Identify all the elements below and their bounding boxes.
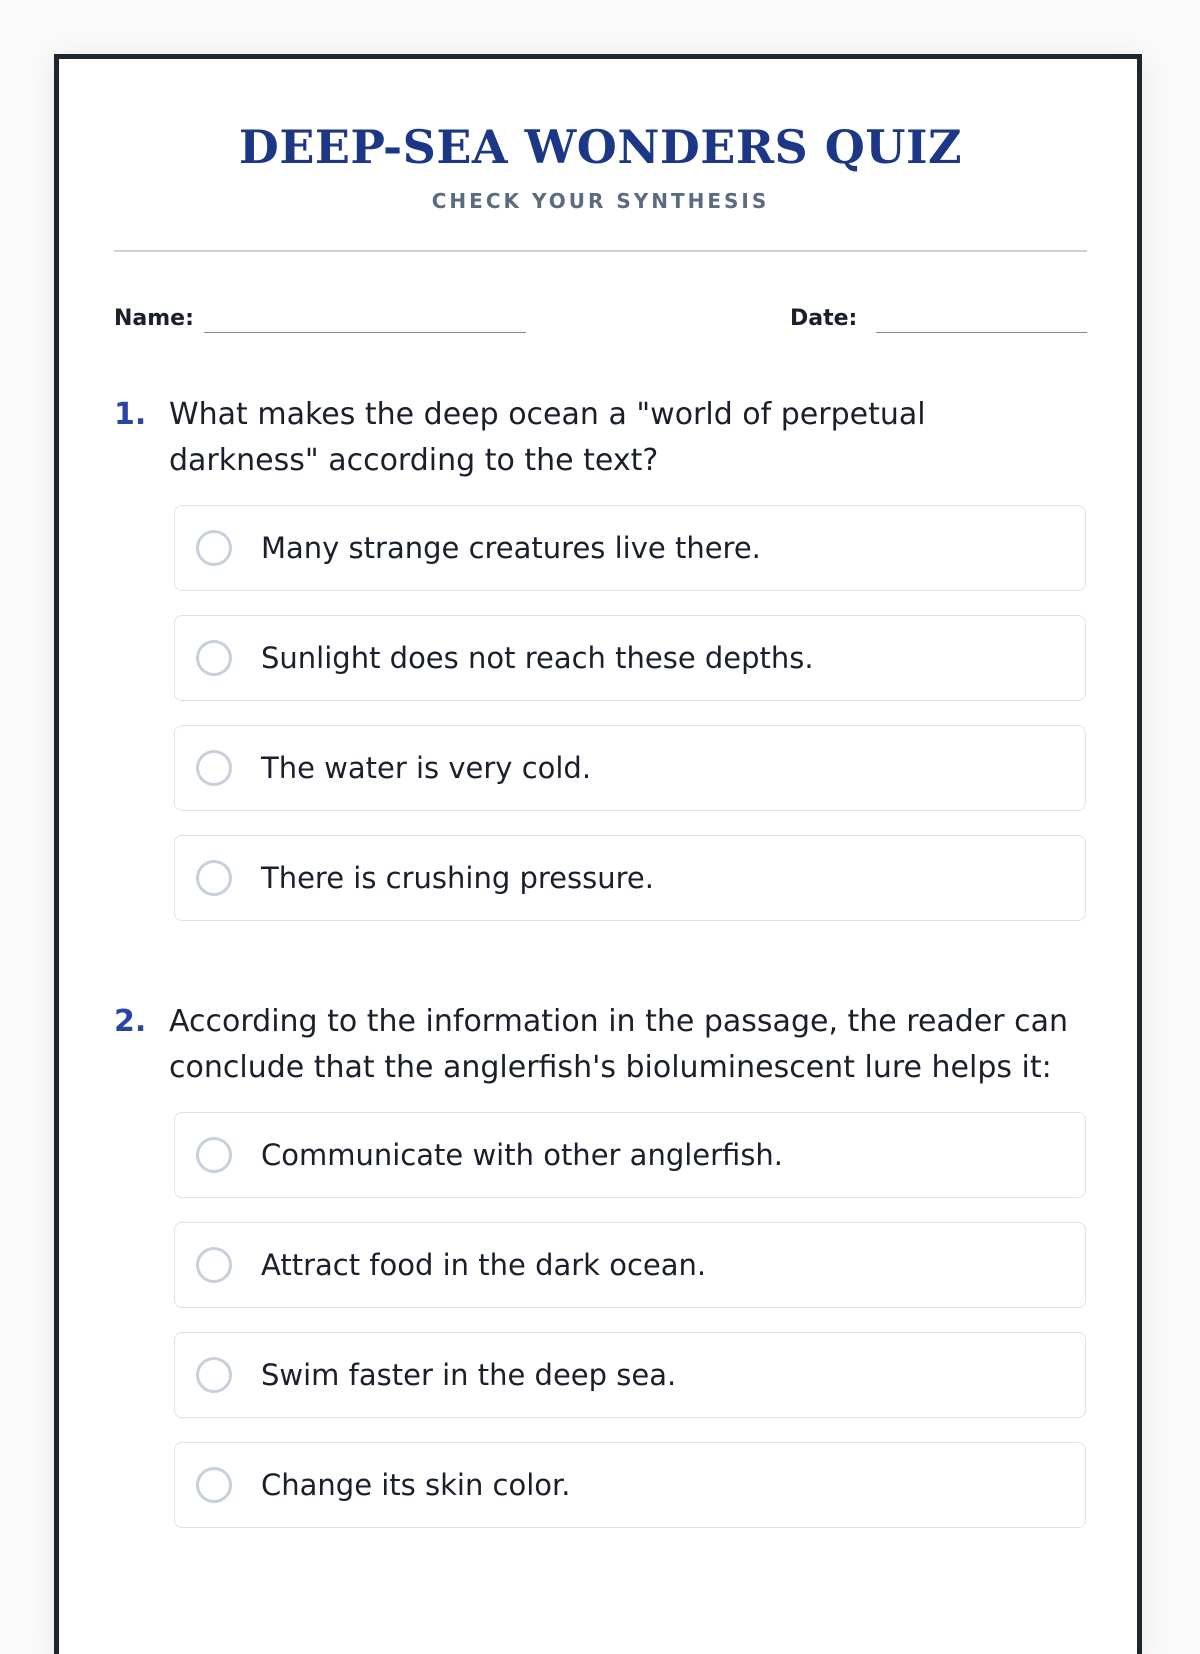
answer-option-label: Attract food in the dark ocean. bbox=[261, 1248, 707, 1282]
answer-option-label: Sunlight does not reach these depths. bbox=[261, 641, 814, 675]
radio-button-icon[interactable] bbox=[196, 1467, 232, 1503]
header-divider bbox=[114, 250, 1087, 252]
answer-option-label: Communicate with other anglerfish. bbox=[261, 1138, 784, 1172]
question-text: What makes the deep ocean a "world of perpetual darkness" according to the text? bbox=[169, 397, 926, 478]
answer-option[interactable] bbox=[174, 835, 1086, 921]
answer-option-label: Change its skin color. bbox=[261, 1468, 571, 1502]
radio-button-icon[interactable] bbox=[196, 750, 232, 786]
date-field[interactable] bbox=[876, 332, 1087, 333]
date-label: Date: bbox=[790, 306, 858, 331]
answer-option-label: Many strange creatures live there. bbox=[261, 531, 761, 565]
question-number: 2. bbox=[114, 1004, 147, 1039]
question-number: 1. bbox=[114, 397, 147, 432]
answer-option[interactable] bbox=[174, 725, 1086, 811]
quiz-header bbox=[114, 119, 1087, 213]
quiz-sheet bbox=[54, 54, 1142, 1654]
answer-option[interactable] bbox=[174, 1442, 1086, 1528]
name-field[interactable] bbox=[204, 332, 526, 333]
answer-option-label: The water is very cold. bbox=[261, 751, 592, 785]
answer-option[interactable] bbox=[174, 1332, 1086, 1418]
student-info-row bbox=[114, 304, 1087, 334]
answer-option[interactable] bbox=[174, 1222, 1086, 1308]
answer-option-label: Swim faster in the deep sea. bbox=[261, 1358, 677, 1392]
page-subtitle: CHECK YOUR SYNTHESIS bbox=[431, 189, 770, 213]
radio-button-icon[interactable] bbox=[196, 640, 232, 676]
radio-button-icon[interactable] bbox=[196, 1247, 232, 1283]
name-label: Name: bbox=[114, 306, 194, 331]
radio-button-icon[interactable] bbox=[196, 860, 232, 896]
page-title: DEEP-SEA WONDERS QUIZ bbox=[238, 120, 963, 174]
radio-button-icon[interactable] bbox=[196, 530, 232, 566]
answer-option-label: There is crushing pressure. bbox=[261, 861, 654, 895]
radio-button-icon[interactable] bbox=[196, 1137, 232, 1173]
answer-option[interactable] bbox=[174, 505, 1086, 591]
answer-option[interactable] bbox=[174, 615, 1086, 701]
question-text: According to the information in the passage, the reader can conclude that the anglerfish's bioluminescent lure helps it: bbox=[169, 1004, 1069, 1085]
radio-button-icon[interactable] bbox=[196, 1357, 232, 1393]
answer-option[interactable] bbox=[174, 1112, 1086, 1198]
